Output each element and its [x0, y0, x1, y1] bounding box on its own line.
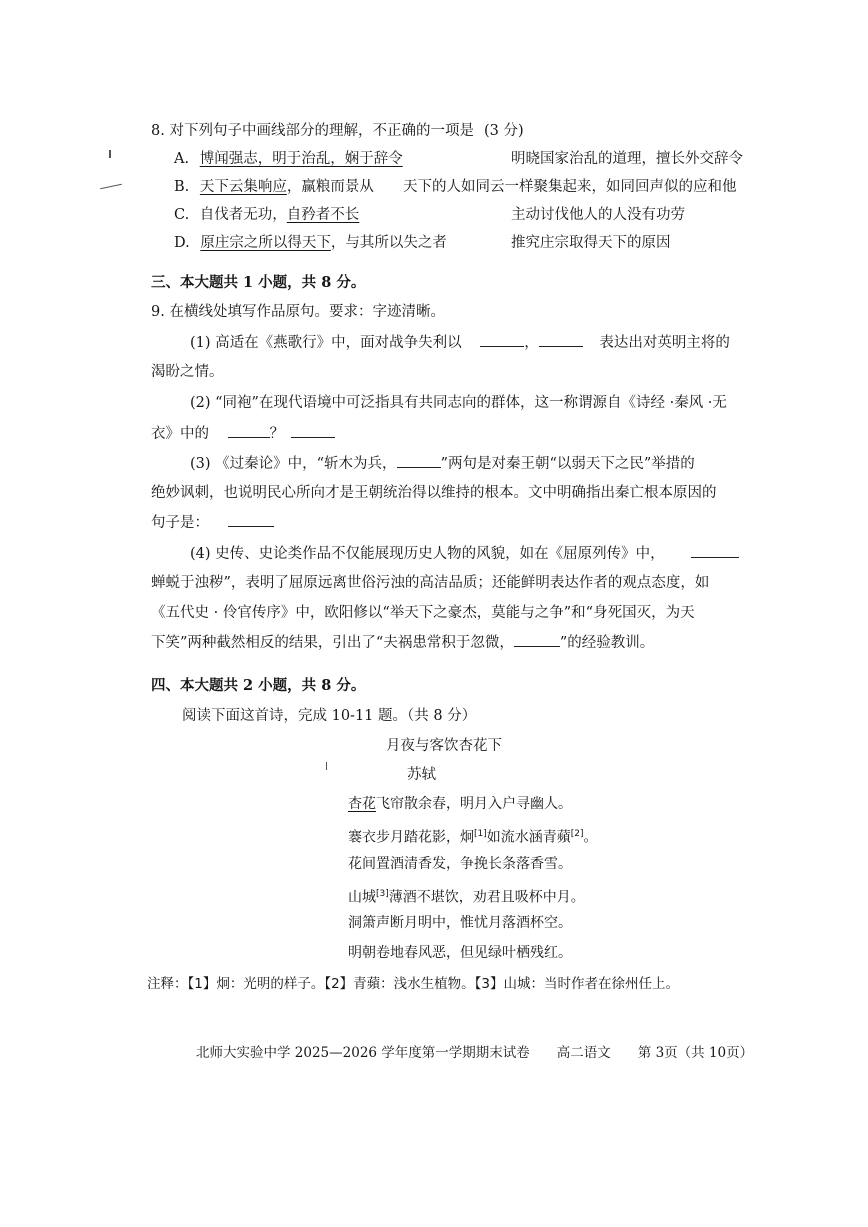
- section4-heading: 四、本大题共 2 小题，共 8 分。: [151, 677, 366, 694]
- q8-option-a: A. 博闻强志，明于治乱，娴于辞令: [174, 151, 403, 167]
- poem-line-4: 山城[3]薄酒不堪饮，劝君且吸杯中月。: [348, 889, 585, 906]
- q9-item4-line3: 《五代史 · 伶官传序》中，欧阳修以“举天下之豪杰，莫能与之争”和“身死国灭，为天: [151, 605, 695, 621]
- q8-stem: 8. 对下列句子中画线部分的理解，不正确的一项是 (3 分): [151, 123, 524, 139]
- answer-blank[interactable]: [514, 632, 560, 647]
- answer-blank[interactable]: [228, 512, 274, 527]
- q9-item3-line2: 绝妙讽刺，也说明民心所向才是王朝统治得以维持的根本。文中明确指出秦亡根本原因的: [151, 485, 717, 501]
- poem-line-2: 褰衣步月踏花影，炯[1]如流水涵青蘋[2]。: [348, 829, 598, 846]
- q8-option-b: B. 天下云集响应，赢粮而景从: [174, 179, 374, 195]
- answer-blank[interactable]: [480, 332, 524, 347]
- q9-item3-line1: (3) 《过秦论》中，“斩木为兵， ”两句是对秦王朝“以弱天下之民”举措的: [190, 453, 695, 474]
- q9-stem: 9. 在横线处填写作品原句。要求：字迹清晰。: [151, 304, 445, 320]
- poem-line-6: 明朝卷地春风恶，但见绿叶栖残红。: [348, 945, 572, 961]
- q8-option-d: D. 原庄宗之所以得天下，与其所以失之者: [174, 235, 447, 251]
- q9-item2-line2: 衣》中的 ？: [151, 423, 335, 444]
- answer-blank[interactable]: [539, 332, 583, 347]
- q9-item2-line1: (2) “同袍”在现代语境中可泛指具有共同志向的群体，这一称谓源自《诗经 ·秦风 ·无: [190, 395, 727, 411]
- poem-notes: 注释：【1】炯：光明的样子。【2】青蘋：浅水生植物。【3】山城：当时作者在徐州任上。: [147, 976, 680, 992]
- q8-option-b-meaning: 天下的人如同云一样聚集起来，如同回声似的应和他: [403, 179, 737, 195]
- section4-intro: 阅读下面这首诗，完成 10-11 题。（共 8 分）: [182, 708, 477, 724]
- answer-blank[interactable]: [691, 543, 739, 558]
- q8-option-c-meaning: 主动讨伐他人的人没有功劳: [511, 207, 685, 223]
- poem-line-5: 洞箫声断月明中，惟忧月落酒杯空。: [348, 915, 572, 931]
- poem-title: 月夜与客饮杏花下: [386, 738, 502, 754]
- page-footer: 北师大实验中学 2025—2026 学年度第一学期期末试卷 高二语文 第 3页（共 10页）: [196, 1045, 754, 1061]
- scan-mark: [109, 150, 111, 158]
- poem-author: 苏轼: [407, 767, 436, 783]
- q9-item4-line2: 蝉蜕于浊秽”，表明了屈原远离世俗污浊的高洁品质；还能鲜明表达作者的观点态度，如: [151, 575, 710, 591]
- q8-option-c: C. 自伐者无功，自矜者不长: [174, 207, 360, 223]
- q8-option-d-meaning: 推究庄宗取得天下的原因: [511, 235, 671, 251]
- q9-item3-line3: 句子是：: [151, 512, 274, 533]
- answer-blank[interactable]: [291, 423, 335, 438]
- q8-option-a-meaning: 明晓国家治乱的道理，擅长外交辞令: [511, 151, 743, 167]
- answer-blank[interactable]: [397, 453, 441, 468]
- poem-line-1: 杏花飞帘散余春，明月入户寻幽人。: [348, 796, 572, 812]
- scan-mark: [326, 762, 327, 770]
- q9-item4-line4: 下笑”两种截然相反的结果，引出了“夫祸患常积于忽微， ”的经验教训。: [151, 632, 654, 653]
- scan-mark: [100, 184, 122, 190]
- answer-blank[interactable]: [228, 423, 270, 438]
- q9-item1-line1: (1) 高适在《燕歌行》中，面对战争失利以 ， 表达出对英明主将的: [190, 332, 730, 353]
- section3-heading: 三、本大题共 1 小题，共 8 分。: [151, 274, 366, 291]
- q9-item4-line1: (4) 史传、史论类作品不仅能展现历史人物的风貌，如在《屈原列传》中，: [190, 543, 739, 564]
- poem-line-3: 花间置酒清香发，争挽长条落香雪。: [348, 856, 572, 872]
- q9-item1-line2: 渴盼之情。: [151, 364, 224, 380]
